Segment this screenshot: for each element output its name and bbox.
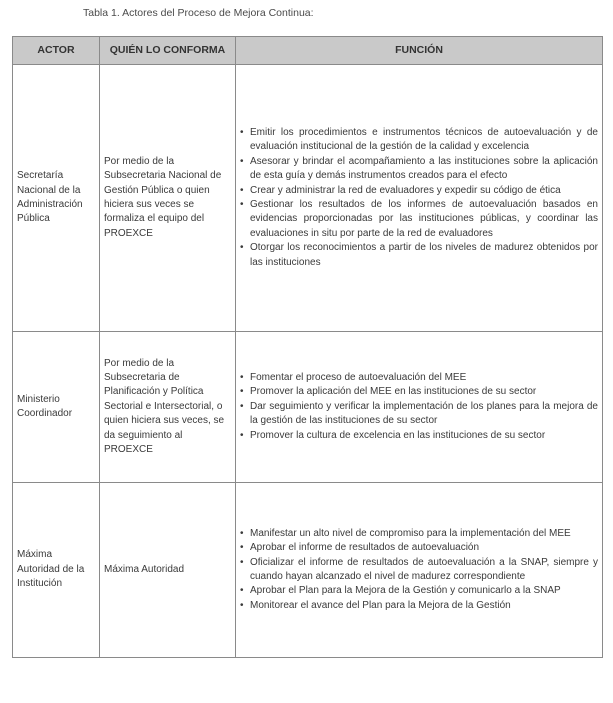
function-item: • Asesorar y brindar el acompañamiento a las instituciones sobre la aplicación de esta guía y demás instrumentos creados para el efecto <box>240 155 598 184</box>
function-list <box>240 371 598 443</box>
function-cell <box>236 332 603 483</box>
table-row <box>13 65 603 332</box>
function-item: • Promover la cultura de excelencia en las instituciones de su sector <box>240 429 598 443</box>
function-item: • Fomentar el proceso de autoevaluación del MEE <box>240 371 598 385</box>
who-cell: Por medio de la Subsecretaria Nacional de Gestión Pública o quien hiciera sus veces se formaliza el equipo del PROEXCE <box>100 65 236 332</box>
function-item: • Oficializar el informe de resultados de autoevaluación a la SNAP, siempre y cuando hayan alcanzado el nivel de madurez correspondiente <box>240 556 598 585</box>
actor-cell: Ministerio Coordinador <box>13 332 100 483</box>
function-cell <box>236 65 603 332</box>
function-item: • Emitir los procedimientos e instrumentos técnicos de autoevaluación y de evaluación institucional de la gestión de la calidad y excelencia <box>240 126 598 155</box>
function-item: • Manifestar un alto nivel de compromiso para la implementación del MEE <box>240 527 598 541</box>
who-cell: Por medio de la Subsecretaria de Planificación y Política Sectorial e Intersectorial, o quien hiciera sus veces, se da seguimiento al PROEXCE <box>100 332 236 483</box>
function-item: • Gestionar los resultados de los informes de autoevaluación basados en evidencias proporcionadas por las instituciones públicas, y coordinar las evaluaciones in situ por parte de la red de evaluadores <box>240 198 598 241</box>
actor-cell: Máxima Autoridad de la Institución <box>13 483 100 658</box>
table-header-row <box>13 37 603 65</box>
table-row <box>13 332 603 483</box>
function-item: • Crear y administrar la red de evaluadores y expedir su código de ética <box>240 184 598 198</box>
table-caption: Tabla 1. Actores del Proceso de Mejora Continua: <box>83 7 314 19</box>
header-who: QUIÉN LO CONFORMA <box>100 37 236 65</box>
function-item: • Aprobar el informe de resultados de autoevaluación <box>240 541 598 555</box>
function-item: • Monitorear el avance del Plan para la Mejora de la Gestión <box>240 599 598 613</box>
function-item: • Promover la aplicación del MEE en las instituciones de su sector <box>240 385 598 399</box>
actors-table <box>12 36 603 658</box>
actor-cell: Secretaría Nacional de la Administración Pública <box>13 65 100 332</box>
function-cell <box>236 483 603 658</box>
header-actor: ACTOR <box>13 37 100 65</box>
function-list <box>240 126 598 270</box>
function-item: • Otorgar los reconocimientos a partir de los niveles de madurez obtenidos por las instituciones <box>240 241 598 270</box>
header-function: FUNCIÓN <box>236 37 603 65</box>
function-list <box>240 527 598 613</box>
function-item: • Dar seguimiento y verificar la implementación de los planes para la mejora de la gestión de las instituciones de su sector <box>240 400 598 429</box>
who-cell: Máxima Autoridad <box>100 483 236 658</box>
table-row <box>13 483 603 658</box>
function-item: • Aprobar el Plan para la Mejora de la Gestión y comunicarlo a la SNAP <box>240 584 598 598</box>
